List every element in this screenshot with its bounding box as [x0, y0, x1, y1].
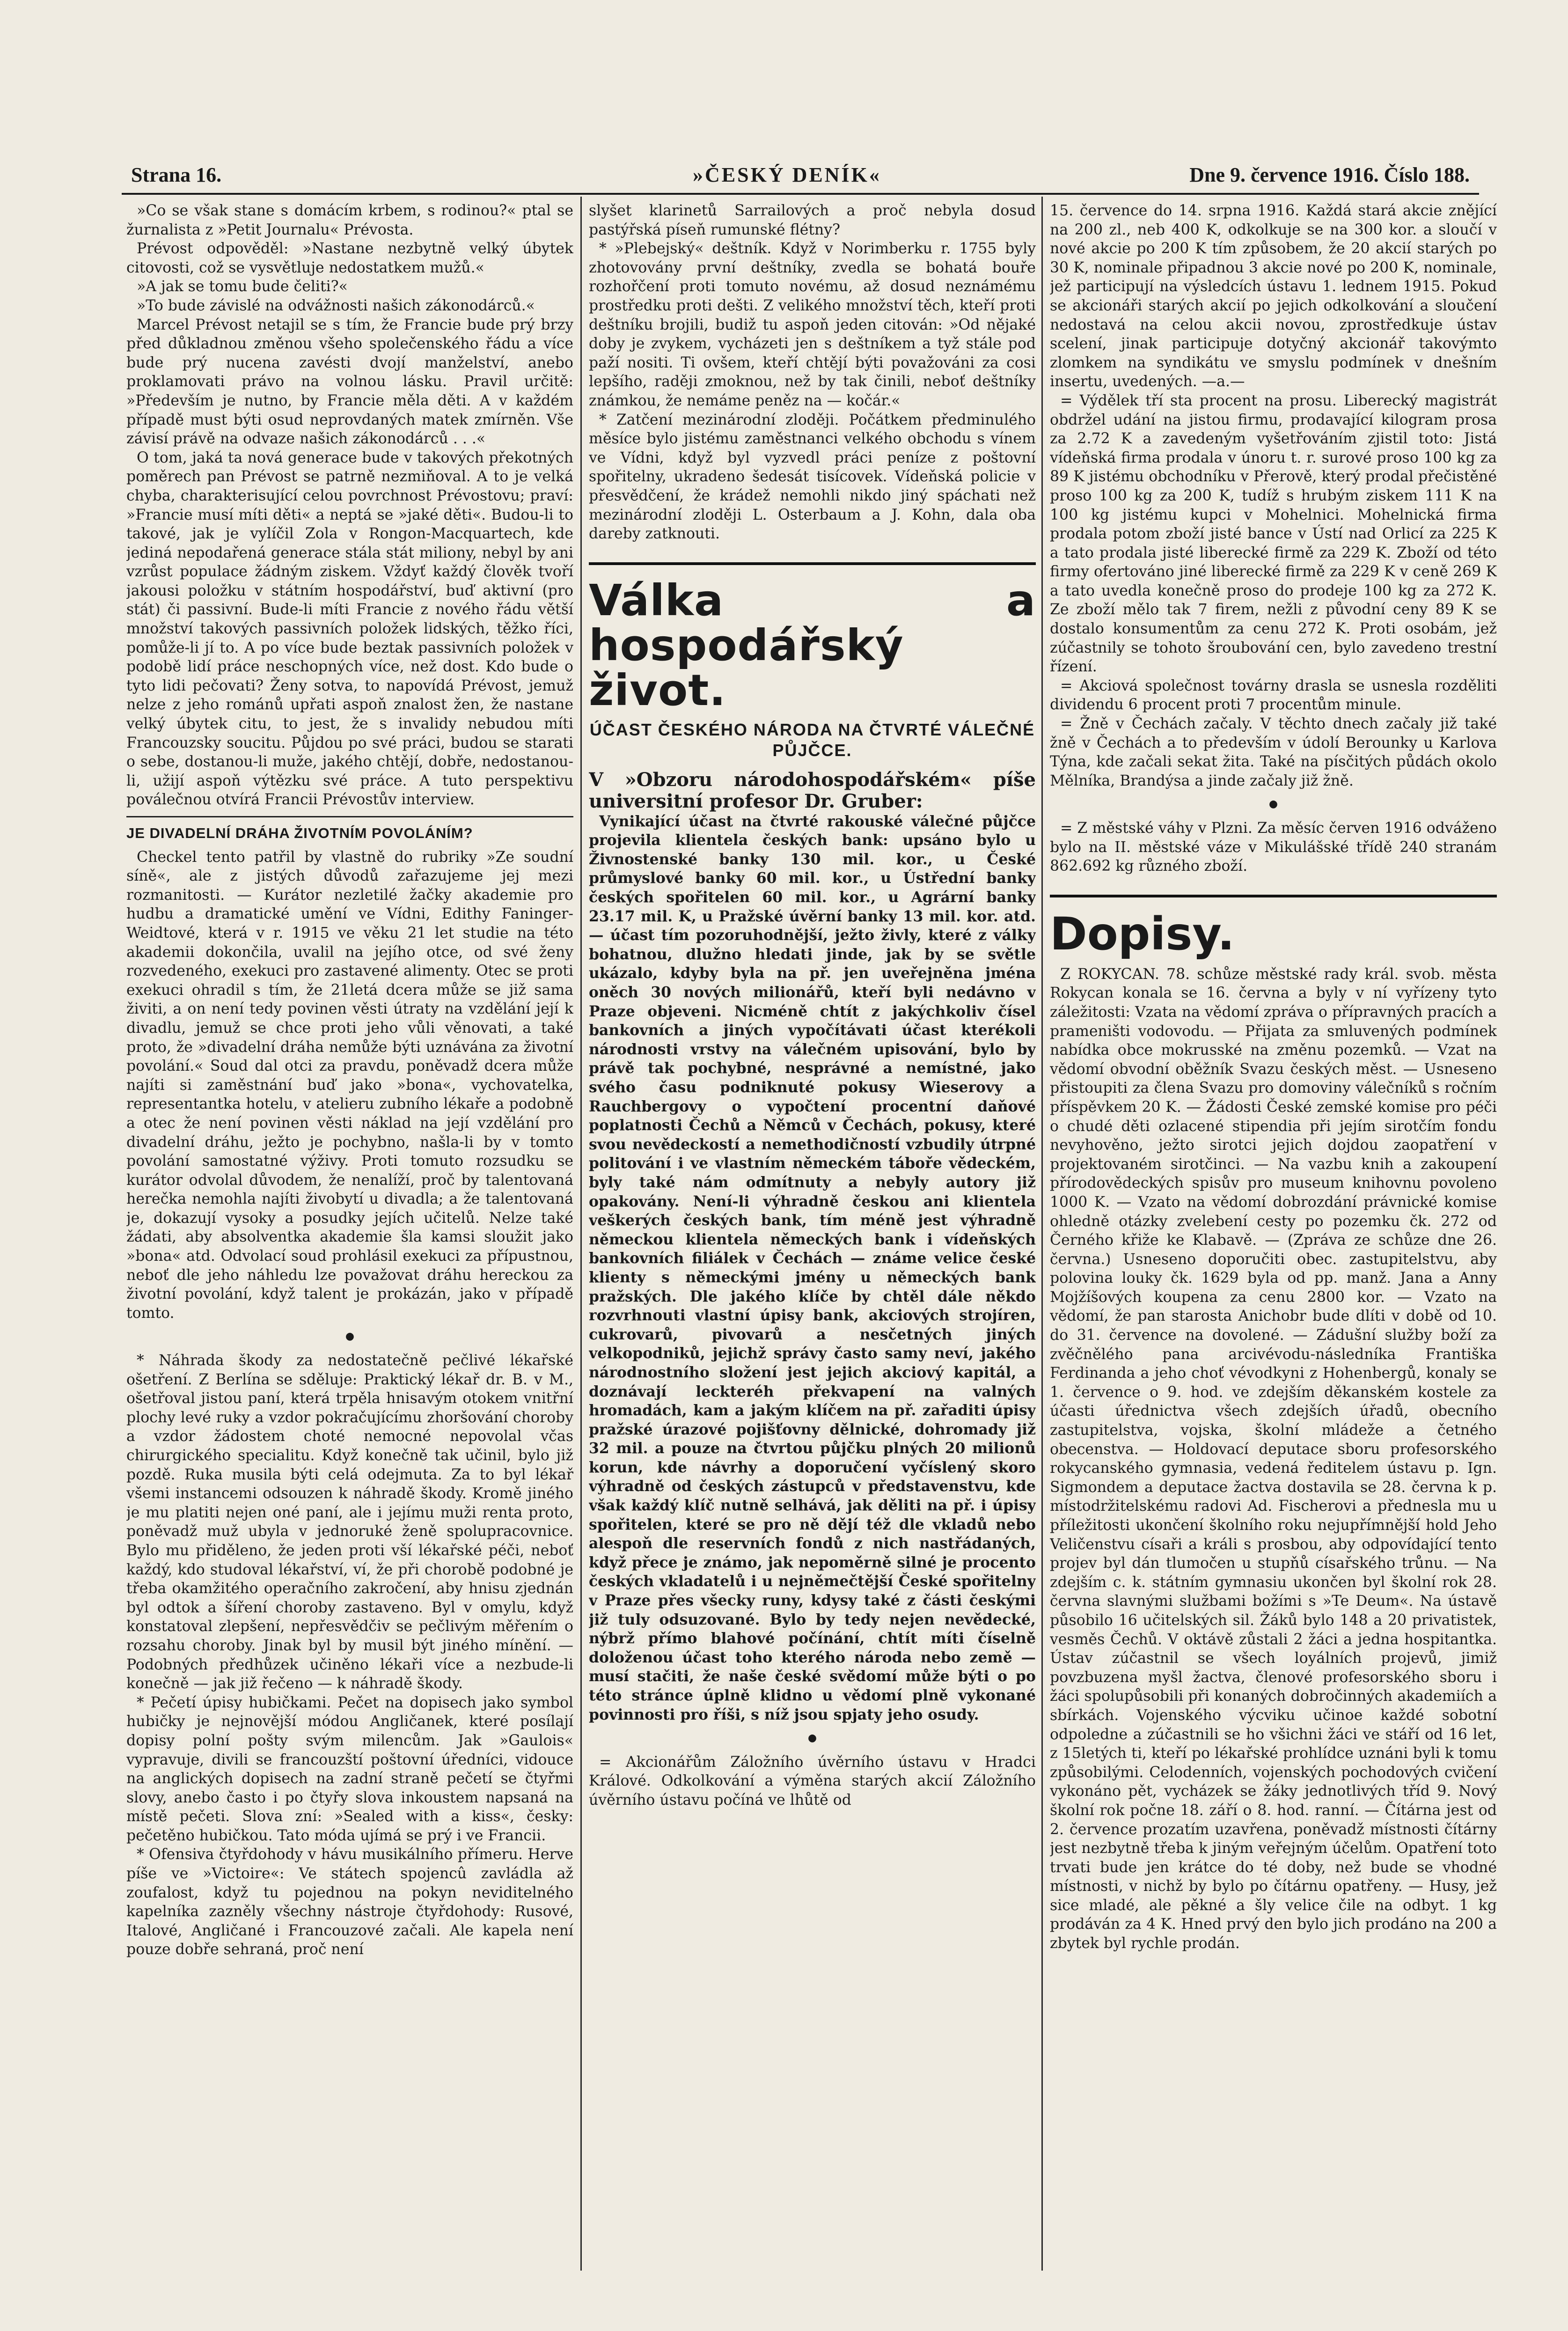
newspaper-name: »ČESKÝ DENÍK«	[693, 163, 881, 186]
news-item: = Akciová společnost továrny drasla se usnesla rozděliti dividendu 6 procent proti 7 procentům minule.	[1050, 677, 1497, 713]
section-title-war-economy: Válka a hospodářský život.	[589, 562, 1036, 713]
article-paragraph: Checkel tento patřil by vlastně do rubriky »Ze soudní síně«, ale z jistých důvodů zařazujeme jej mezi rozmanitosti. — Kurátor nezletilé žačky akademie pro hudbu a dramatické umění ve Vídni, Edithy Faninger-Weidtové, která v r. 1915 ve věku 21 let studie na této akademii dokončila, uvalil na jejího otce, od své ženy rozvedeného, exekuci pro zastavené alimenty. Otec se proti exekuci ohradil s tím, že 21letá dcera může se již sama živiti, a on není tedy povinen věsti útraty na vzdělání její k divadlu, jemuž se chce proti jeho vůli věnovati, a také proto, že »divadelní dráha nemůže býti uznávána za životní povolání.« Soud dal otci za pravdu, poněvadž dcera může najíti si zaměstnání buď jako »bona«, vychovatelka, representantka hotelu, v atelieru zubního lékaře a podobně a otec že není povinen věsti náklad na její vzdělání pro divadelní dráhu, ježto je pochybno, našla-li by v tomto povolání samostatné výživy. Proti tomuto rozsudku se kurátor odvolal důvodem, že nenalíží, proč by talentovaná herečka nemohla najíti živobytí u divadla; a že talentovaná je, dokazují vysoky a posudky jejích učitelů. Nelze také žádati, aby absolventka akademie šla kamsi sloužit jako »bona« atd. Odvolací soud prohlásil exekuci za přípustnou, neboť dle jeho náhledu lze považovat dráhu hereckou za životní povolání, když talent je prokázán, jako v případě tomto.	[126, 848, 573, 1322]
news-item: = Žně v Čechách začaly. V těchto dnech začaly již také žně v Čechách a to především v údolí Berounky u Karlova Týna, kde začali sekat žita. Také na písčitých půdách okolo Mělníka, Brandýsa a jinde začaly již žně.	[1050, 715, 1497, 789]
article-paragraph: 15. července do 14. srpna 1916. Každá stará akcie znějící na 200 zl., neb 400 K, odkolkuje se na 300 kor. a sloučí v nové akcie po 200 K tím způsobem, že 20 akcií starých po 30 K, nominale připadnou 3 akcie nové po 200 K, nominale, jež participují na výsledcích ústavu 1. lednem 1915. Pokud se akcionáři starých akcií po jejich odkolkování a sloučení nedostavá na celou akcii novou, zprostředkuje ústav scelení, jinak participuje dotyčný akcionář takovýmto zlomkem na syndikátu ve smyslu podmínek v dnešním insertu, uvedených. —a.—	[1050, 202, 1497, 390]
article-paragraph: O tom, jaká ta nová generace bude v takových překotných poměrech pan Prévost se patrně nezmiňoval. A to je velká chyba, charakterisující celou povrchnost Prévostovu; praví: »Francie musí míti děti« a neptá se »jaké děti«. Budou-li to takové, jak je vylíčil Zola v Rongon-Macquartech, kde jediná nepodařená generace stála stát miliony, nebyl by ani vzrůst populace žádným ziskem. Vždyť každý člověk tvoří jakousi položku v státním hospodářství, buď aktivní (pro stát) či passivní. Bude-li míti Francie z nového řádu větší množství takových passivních položek lidských, těžko říci, pomůže-li jí to. A po více bude beztak passivních položek v podobě lidí práce neschopných více, než dost. Kdo bude o tyto lidi pečovati? Ženy sotva, to napovídá Prévost, jemuž nelze z jeho románů upřati aspoň znalost žen, že nastane velký úbytek citu, to jest, že s invalidy nebudou míti Francouzsky soucitu. Půjdou po své práci, budou se starati o sebe, dostanou-li muže, jakého chtějí, dobře, nedostanou-li, užijí aspoň výtězku své práce. A tuto perspektivu poválečnou otvírá Francii Prévostův interview.	[126, 449, 573, 809]
article-paragraph: »A jak se tomu bude čeliti?«	[137, 278, 348, 295]
article-lead: V »Obzoru národohospodářském« píše universitní profesor Dr. Gruber:	[589, 768, 1036, 812]
column-3	[1050, 201, 1497, 2271]
article-paragraph: »To bude závislé na odvážnosti našich zákonodárců.«	[137, 297, 535, 314]
article-paragraph: Marcel Prévost netajil se s tím, že Francie bude prý brzy před důkladnou změnou všeho společenského řádu a více bude prý nucena zavésti dvojí manželství, anebo proklamovati právo na volnou lásku. Pravil určitě: »Především je nutno, by Francie měla děti. A v každém případě must býti osud neprovdaných matek zmírněn. Vše závisí právě na odvaze našich zákonodárců . . .«	[126, 316, 573, 448]
news-item: * Ofensiva čtyřdohody v hávu musikálního přímeru. Herve píše ve »Victoire«: Ve státech spojencû zavládla až zoufalost, když tu pojednou na pokyn neviditelného kapelníka zazněly všechny nástroje čtyřdohody: Rusové, Italové, Angličané i Francouzové začali. Ale kapela není pouze dobře sehraná, proč není	[126, 1846, 573, 1958]
page-number: Strana 16.	[131, 163, 222, 186]
separator: ●	[807, 1732, 817, 1744]
section-heading: JE DIVADELNÍ DRÁHA ŽIVOTNÍM POVOLÁNÍM?	[126, 816, 573, 843]
separator: ●	[1268, 798, 1278, 810]
article-body: Vynikající účast na čtvrté rakouské válečné půjčce projevila klientela českých bank: upsáno bylo u Živnostenské banky 130 mil. kor., u České průmyslové banky 60 mil. kor., u Ústřední banky českých spořitelen 60 mil. kor., u Agrární banky 23.17 mil. K, u Pražské úvěrní banky 13 mil. kor. atd. — účast tím pozoruhodnější, ježto živly, které z války bohatnou, dlužno hledati jinde, jak by se světle ukázalo, kdyby byla na př. jen uveřejněna jména oněch 30 nových milionářů, kteří byli nedávno v Praze objeveni. Nicméně chtít z jakýchkoliv čísel bankovních a jiných vypočítávati účast kterékoli národnosti vrstvy na válečném upisování, bylo by právě tak pochybné, nesprávné a nemístné, jako svého času podniknuté pokusy Wieserovy a Rauchbergovy o vypočtení procentní daňové poplatnosti Čechů a Němců v Čechách, pokusy, které svou nevědeckostí a nemethodičností vzbudily útrpné politování i ve vlastním německém táboře vědeckém, byly také nám odmítnuty a nebyly autory již opakovány. Není-li výhradně českou ani klientela veškerých českých bank, tím méně jest výhradně německou klientela německých bank i vídeňských bankovních filiálek v Čechách — známe velice české klienty s německými jmény u německých bank pražských. Dle jakého klíče by chtěl dále někdo rozvrhnouti vlastní úpisy bank, akciových strojíren, cukrovarů, pivovarů a nesčetných jiných velkopodniků, jejichž správy často samy neví, jakého národnostního složení jest jejich akciový kapitál, a doznávají leckteréh překvapení na valných hromadách, kam a jakým klíčem na př. zařaditi úpisy pražské úrazové pojišťovny dělnické, dohromady již 32 mil. a pouze na čtvrtou půjčku plných 20 milionů korun, kde návrhy a doporučení vyčíslený skoro výhradně od českých zástupců v představenstvu, kde však každý klíč nutně selhává, jak děliti na př. i úpisy spořitelen, které se pro ně dějí též dle vkladů nebo alespoň dle reservních fondů z nich nastřádaných, když přece je známo, jak nepoměrně silné je procento českých vkladatelů i u nejněmečtější České spořitelny v Praze přes všecky runy, kdysy také z části českými již tuly odsuzované. Bylo by tedy nejen nevědecké, nýbrž přímo blahové počínání, chtít míti číselně doloženou účast toho kterého národa nebo země — musí stačiti, že naše české svědomí může býti o po této stránce úplně klidno u vědomí plně vykonané povinnosti pro říši, s níž jsou spjaty jeho osudy.	[589, 812, 1036, 1723]
news-item: = Výdělek tří sta procent na prosu. Liberecký magistrát obdržel udání na jistou firmu, prodavající kilogram prosa za 2.72 K a zavedeným vyšetřováním zjistil toto: Jistá vídeňská firma prodala v únoru t. r. surové proso 100 kg za 89 K jistému obchodníku v Přerově, který prodal přečistěné proso 100 kg za 200 K, tudíž s hrubým ziskem 111 K na 100 kg jistému kupci v Mohelnici. Mohelnická firma prodala potom zboží jisté bance v Ústí nad Orlicí za 225 K a tato prodala jisté liberecké firmě za 229 K. Zboží od této firmy ofertováno jiné liberecké firmě za 229 K v ceně 269 K a tato uvedla konečně proso do prodeje 100 kg za 272 K. Ze zboží mělo tak 7 firem, nežli z původní ceny 89 K se dostalo konsumentům za cenu 272 K. Proti osobám, jež zúčastnily se tohoto šroubování cen, bylo zavedeno trestní řízení.	[1050, 392, 1497, 676]
news-item: * Zatčení mezinárodní zloději. Počátkem předminulého měsíce bylo jistému zaměstnanci velkého obchodu s vínem ve Vídni, když byl vyzvedl práci peníze z poštovní spořitelny, ukradeno šedesát tisícovek. Vídeňská policie v přesvědčení, že krádež nemohli nikdo jiný spáchati než mezinárodní zloději L. Osterbaum a J. Kohn, dala oba dareby zatknouti.	[589, 411, 1036, 543]
column-divider-2	[1041, 197, 1043, 2271]
news-item: * Náhrada škody za nedostatečně pečlivé lékařské ošetření. Z Berlína se sděluje: Praktický lékař dr. B. v M., ošetřoval jistou paní, která trpěla hnisavým otokem vnitřní plochy levé ruky a vzdor pokračujícímu zhoršování choroby a vzdor žádostem choté nemocné nepovolal včas chirurgického specialitu. Když konečně tak učinil, bylo již pozdě. Ruka musila býti celá odejmuta. Za to byl lékař všemi instancemi odsouzen k náhradě škody. Kromě jiného je mu platiti nejen oné paní, ale i jejímu muži renta proto, poněvadž muž ubyla v jednoruké ženě spolupracovnice. Bylo mu přiděleno, že jeden proti vší lékařské péči, neboť každý, kdo studoval lékařství, ví, že při chorobě podobné je třeba okamžitého operačního zakročení, aby hnisu zjednán byl odtok a šíření choroby zastaveno. Byl v omylu, když konstatoval zlepšení, nepřesvědčiv se pečlivým měřením o rozsahu choroby. Jinak byl by musil být jiného mínění. — Podobných předhůzek učiněno lékaři více a nezbude-li konečně — jak již řečeno — k náhradě škody.	[126, 1352, 573, 1692]
separator: ●	[345, 1331, 355, 1343]
article-body: Z ROKYCAN. 78. schůze městské rady král. svob. města Rokycan konala se 16. června a byly v ní vyřízeny tyto záležitosti: Vzata na vědomí zpráva o přípravných pracích a prameništi vodovodu. — Přijata za smluvených podmínek nabídka obce mokrusské na změnu pozemků. — Vzat na vědomí obvodní oběžník Svazu českých měst. — Usneseno přistoupiti za člena Svazu pro domoviny válečníků s ročním příspěvkem 20 K. — Žádosti České zemské komise pro péči o chudé děti ozlacené stipendia při jejím sirotčím fondu nevyhověno, ježto sirotci jejich dojdou zaopatření v projektovaném sirotčinci. — Na vazbu knih a zakoupení přírodovědeckých spisův pro museum knihovnu povoleno 1000 K. — Vzato na vědomí dobrozdání právnické komise ohledně otázky zvelebení cesty po pozemku čk. 272 od Černého křiže ke Klabavě. — (Zpráva ze schůze dne 26. června.) Usneseno doporučiti obec. zastupitelstvu, aby polovina louky čk. 1629 byla od pp. manž. Jana a Anny Mojžíšových koupena za cenu 2800 kor. — Vzato na vědomí, že pan starosta Anichobr bude dlíti v době od 10. do 31. července na dovolené. — Zádušní služby boží za zvěčnělého pana arcivévodu-následníka Františka Ferdinanda a jeho choť vévodkyni z Hohenbergů, konaly se 1. července o 9. hod. ve zdejším děkanském kostele za účasti úřednictva všech zdejších úřadů, obecního zastupitelstva, vojska, školní mládeže a četného obecenstva. — Holdovací deputace sboru profesorského rokycanského gymnasia, vedená ředitelem ústavu p. Ign. Sigmondem a deputace žactva dostavila se 28. června k p. místodržitelskému radovi Ad. Fischerovi a přednesla mu u příležitosti ukončení školního roku nejupřímnější hold Jeho Veličenstvu císaři a králi s prosbou, aby odpovídající tento projev byl dán tlumočen u stupňů císařského trůnu. — Na zdejším c. k. státním gymnasiu ukončen byl školní rok 28. června slavnými službami božími s »Te Deum«. Na ústavě působilo 16 učitelských sil. Žáků bylo 148 a 20 privatistek, vesměs Čechů. V oktávě zůstali 2 žáci a jedna hospitantka. Ústav zúčastnil se všech loyálních projevů, jimiž povzbuzena myšl žactva, členové profesorského sboru i žáci spolupůsobili při konaných dobročinných akademiích a sbírkách. Vojenského výcviku učinoe každé sobotní odpoledne a zúčastnili se ho všichni žáci ve stáří od 16 let, z 15letých ti, kteří po lékařské prohlídce uznáni byli k tomu způsobilými. Celodenních, vojenských pochodových cvičení vykonáno pět, vycházek se žáky jednotlivých tříd 9. Nový školní rok počne 18. září o 8. hod. ranní. — Čítárna jest od 2. července prozatím uzavřena, poněvadž místnosti čítárny jest nezbytně třeba k jiným veřejným účelům. Opatření toto trvati bude jen krátce do té doby, než bude se vhodné místnosti, v nichž by bylo po čítárnu opatřeny. — Husy, jež sice mladé, ale pěkné a šly velice čile na odbyt. 1 kg prodáván za 4 K. Hned prvý den bylo jich prodáno na 200 a zbytek byl rychle prodán.	[1050, 965, 1497, 1952]
news-item: = Akcionářům Záložního úvěrního ústavu v Hradci Králové. Odkolkování a výměna starých akcií Záložního úvěrního ústavu počíná ve lhůtě od	[589, 1753, 1036, 1809]
column-1	[126, 201, 573, 2271]
article-subtitle: ÚČAST ČESKÉHO NÁRODA NA ČTVRTÉ VÁLEČNÉ PŮJČCE.	[589, 720, 1035, 760]
news-item: * »Plebejský« deštník. Když v Norimberku r. 1755 byly zhotovovány první deštníky, zvedla se bohatá bouře rozhořčení proti tomuto novému, až dosud neznámému prostředku proti dešti. Z velikého množství těch, kteří proti deštníku brojili, budiž tu aspoň jeden citován: »Od nějaké doby je zvykem, vycházeti jen s deštníkem a tyž stále pod paží nositi. Ti ovšem, kteří chtějí býti považováni za cosi lepšího, raději zmoknou, než by tak činili, neboť deštníky známkou, že nemáme peněz na — kočár.«	[589, 240, 1036, 409]
page-header	[131, 159, 1470, 192]
news-item: * Pečetí úpisy hubičkami. Pečet na dopisech jako symbol hubičky je nejnovější módou Angličanek, které posílají dopisy polní pošty svým milencům. Jak »Gaulois« vypravuje, divili se francouzští poštovní úředníci, vidouce na anglických dopisech na zadní straně pečetí se čtyřmi slovy, anebo často i po čtyřy slova inkoustem napsaná na místě pečeti. Slova zní: »Sealed with a kiss«, česky: pečetěno hubičkou. Tato móda ujímá se prý i ve Francii.	[126, 1694, 573, 1844]
article-paragraph: »Co se však stane s domácím krbem, s rodinou?« ptal se žurnalista z »Petit Journalu« Prévosta.	[126, 202, 573, 238]
news-item: = Z městské váhy v Plzni. Za měsíc červen 1916 odváženo bylo na II. městské váze v Mikulášské třídě 240 stranám 862.692 kg různého zboží.	[1050, 820, 1497, 875]
column-divider-1	[580, 197, 582, 2271]
article-paragraph: slyšet klarinetů Sarrailových a proč nebyla dosud pastýřská píseň rumunské flétny?	[589, 202, 1036, 238]
section-title-letters: Dopisy.	[1050, 895, 1497, 957]
header-rule	[122, 193, 1479, 195]
column-2	[589, 201, 1036, 2271]
article-paragraph: Prévost odpověděl: »Nastane nezbytně velký úbytek citovosti, což se vysvětluje nedostatkem mužů.«	[126, 240, 573, 276]
issue-date: Dne 9. července 1916. Číslo 188.	[1189, 163, 1470, 186]
